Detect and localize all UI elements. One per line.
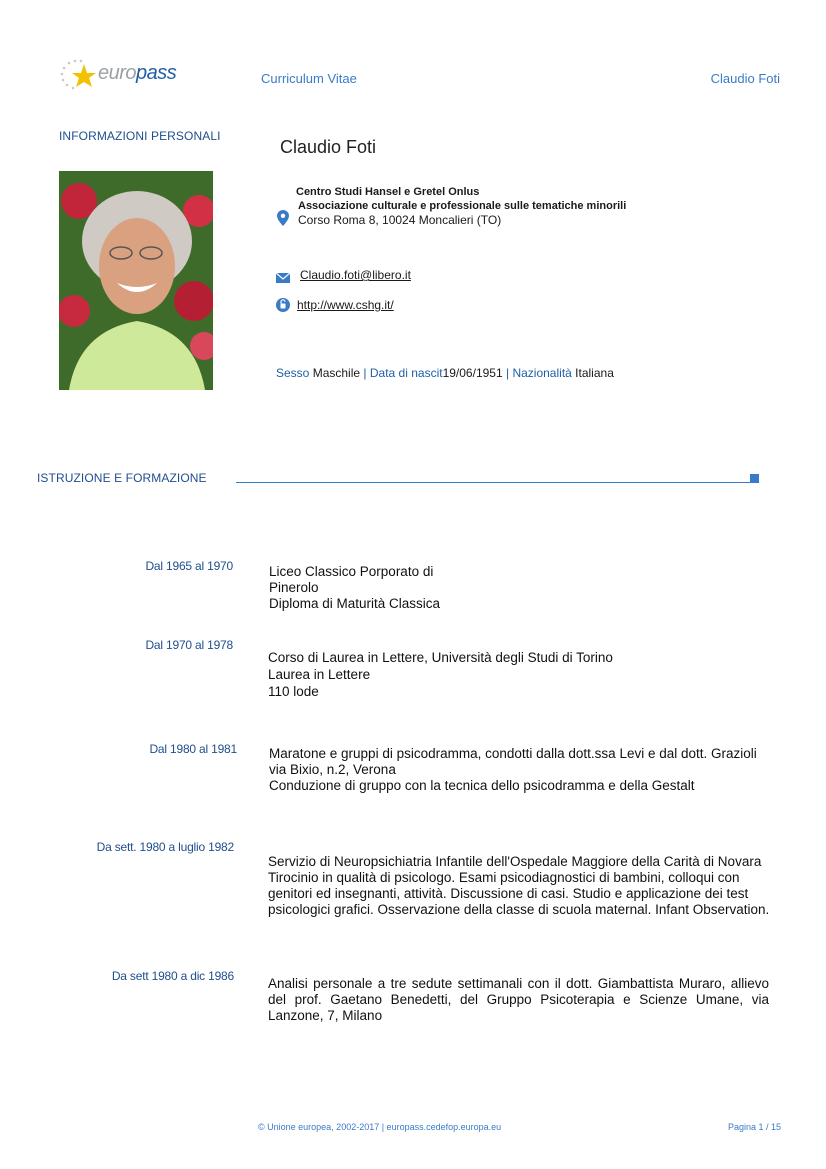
nationality-value: Italiana (575, 366, 614, 380)
entry-line: Corso di Laurea in Lettere, Università degli Studi di Torino (268, 650, 613, 665)
entry-line: Tirocinio in qualità di psicologo. Esami psicodiagnostici di bambini, colloqui con genitori ed insegnanti, attività. Discussione di casi. Studio e applicazione dei test psicologici grafici. Osservazione della classe di scuola maternal. Infant Observation. (268, 870, 770, 917)
logo-text-euro: euro (98, 62, 137, 84)
separator: | (363, 366, 367, 380)
address-text: Corso Roma 8, 10024 Moncalieri (TO) (298, 213, 502, 227)
entry-date: Dal 1970 al 1978 (145, 638, 233, 652)
entry-line: Analisi personale a tre sedute settimanali con il dott. Giambattista Muraro, allievo del prof. Gaetano Benedetti, del Gruppo Psicoterapia e Scienze Umane, via Lanzone, 7, Milano (268, 976, 769, 1023)
education-entry (269, 564, 789, 612)
entry-date: Dal 1980 al 1981 (149, 742, 237, 756)
entry-line: Diploma di Maturità Classica (269, 596, 441, 611)
europass-star-icon (58, 58, 102, 94)
address-block (296, 185, 626, 227)
location-pin-icon (277, 210, 289, 231)
dob-value: 19/06/1951 (442, 366, 503, 380)
entry-line: Maratone e gruppi di psicodramma, condotti dalla dott.ssa Levi e dal dott. Grazioli (269, 746, 757, 761)
footer-page-number: Pagina 1 / 15 (728, 1122, 782, 1132)
entry-line: Servizio di Neuropsichiatria Infantile dell'Ospedale Maggiore della Carità di Novara (268, 854, 762, 869)
section-divider (236, 482, 750, 483)
entry-line: 110 lode (268, 684, 319, 699)
profile-photo (59, 171, 213, 390)
entry-line: Laurea in Lettere (268, 667, 371, 682)
sex-label: Sesso (276, 366, 310, 380)
section-label-personal: INFORMAZIONI PERSONALI (59, 129, 221, 143)
footer-copyright: © Unione europea, 2002-2017 | europass.cedefop.europa.eu (258, 1122, 502, 1132)
separator: | (505, 366, 510, 380)
dob-label: Data di nascit (369, 366, 443, 380)
entry-date: Da sett 1980 a dic 1986 (111, 969, 234, 983)
europass-logo-text (98, 62, 176, 85)
entry-date: Dal 1965 al 1970 (145, 559, 233, 573)
education-entry (268, 650, 788, 700)
organization-name: Centro Studi Hansel e Gretel Onlus (296, 186, 480, 198)
sex-value: Maschile (312, 366, 361, 380)
entry-line: Liceo Classico Porporato di (269, 564, 434, 579)
email-icon (276, 270, 290, 288)
education-entry (269, 746, 789, 794)
document-title: Curriculum Vitae (261, 71, 357, 86)
section-divider-marker (750, 474, 759, 483)
website-icon (276, 298, 290, 317)
education-entry (268, 854, 786, 918)
entry-line: via Bixio, n.2, Verona (269, 762, 396, 777)
section-label-education: ISTRUZIONE E FORMAZIONE (37, 471, 207, 485)
entry-line: Conduzione di gruppo con la tecnica dello psicodramma e della Gestalt (269, 778, 695, 793)
email-link[interactable]: Claudio.foti@libero.it (300, 268, 411, 282)
education-entry (268, 976, 769, 1024)
organization-description: Associazione culturale e professionale sulle tematiche minorili (298, 200, 627, 212)
entry-date: Da sett. 1980 a luglio 1982 (96, 840, 234, 854)
person-full-name: Claudio Foti (280, 137, 377, 157)
nationality-label: Nazionalità (512, 366, 572, 380)
entry-line: Pinerolo (269, 580, 319, 595)
website-link[interactable]: http://www.cshg.it/ (297, 298, 394, 312)
personal-details-line (276, 366, 614, 380)
header-person-name: Claudio Foti (710, 71, 780, 86)
logo-text-pass: pass (136, 62, 177, 84)
